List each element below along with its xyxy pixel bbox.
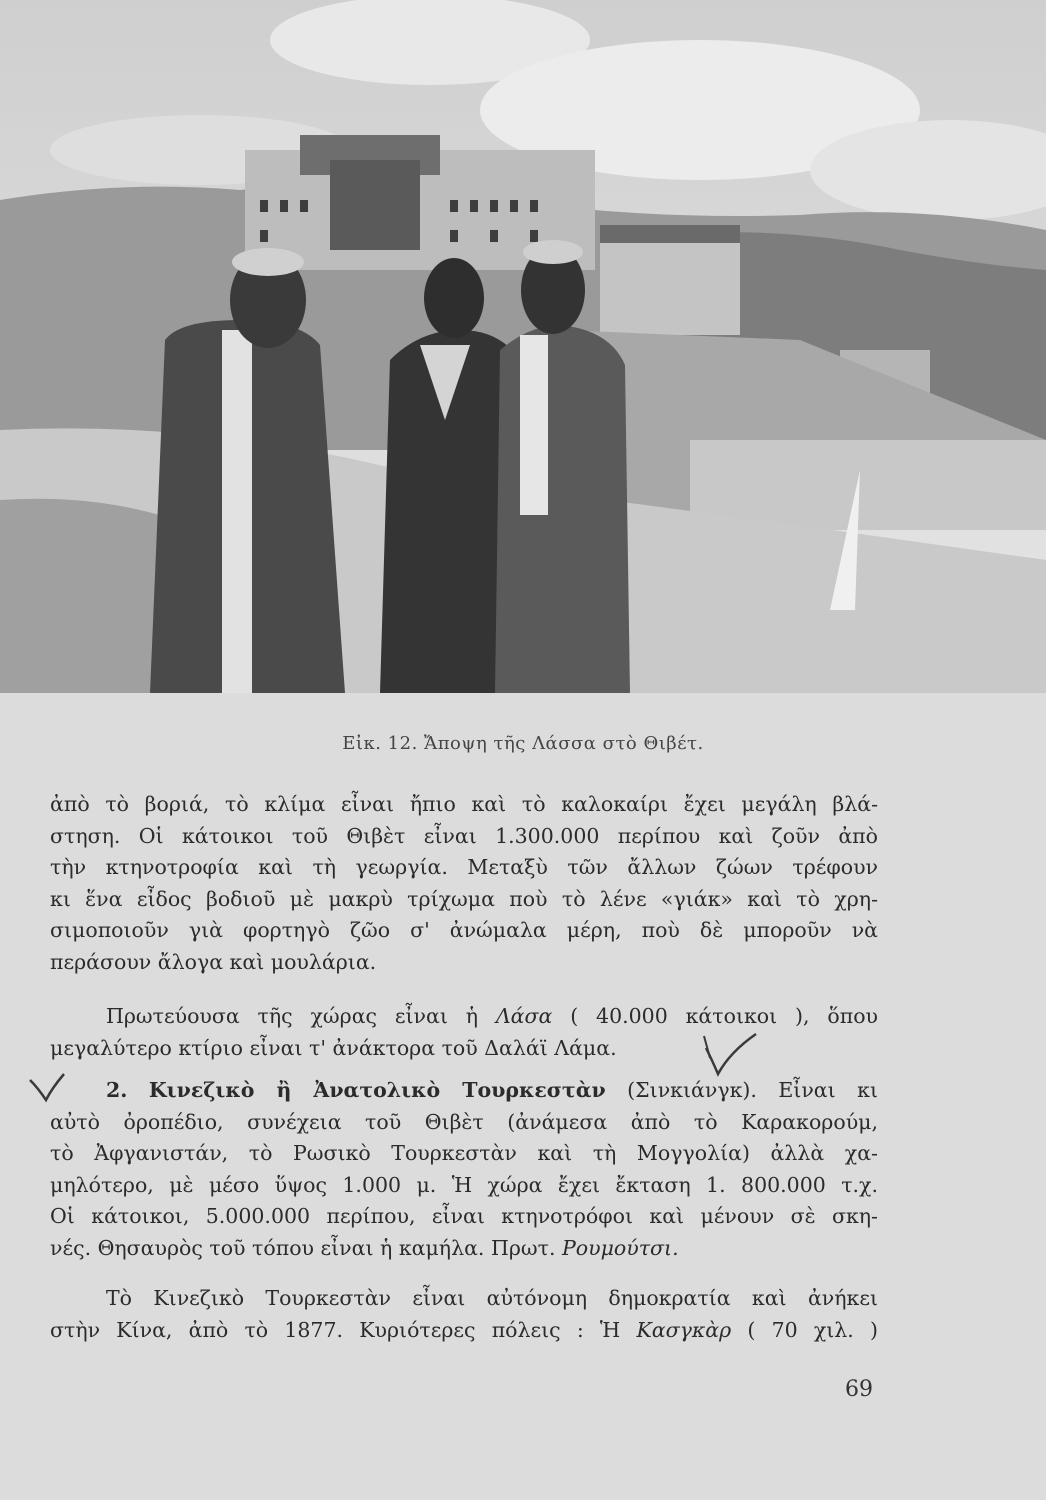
- city-name: Λάσα: [495, 1004, 553, 1028]
- lhasa-photograph: [0, 0, 1046, 693]
- text-line: περάσουν ἄλογα καὶ μουλάρια.: [50, 949, 377, 974]
- section-heading: Κινεζικὸ ἢ Ἀνατολικὸ Τουρκεστὰν: [148, 1078, 606, 1102]
- paragraph-autonomy: [50, 1283, 878, 1346]
- figure-caption: Εἰκ. 12. Ἄποψη τῆς Λάσσα στὸ Θιβέτ.: [342, 733, 704, 754]
- city-name: Κασγκὰρ: [636, 1317, 732, 1342]
- text-fragment: νές. Θησαυρὸς τοῦ τόπου εἶναι ἡ καμήλα. Πρωτ.: [50, 1235, 562, 1260]
- text-fragment: ( 40.000 κάτοικοι ), ὅπου: [552, 1004, 878, 1028]
- text-fragment: ( 70 χιλ. ): [731, 1317, 878, 1342]
- text-line: μεγαλύτερο κτίριο εἶναι τ' ἀνάκτορα τοῦ Δαλάϊ Λάμα.: [50, 1035, 617, 1060]
- text-line: μηλότερο, μὲ μέσο ὕψος 1.000 μ. Ἡ χώρα ἔχει ἔκταση 1. 800.000 τ.χ.: [50, 1172, 878, 1197]
- text-line: κι ἕνα εἶδος βοδιοῦ μὲ μακρὺ τρίχωμα ποὺ τὸ λένε «γιάκ» καὶ τὸ χρη-: [50, 886, 878, 911]
- text-fragment: Πρωτεύουσα τῆς χώρας εἶναι ἡ: [106, 1004, 496, 1028]
- page-number: 69: [845, 1377, 873, 1402]
- text-line: σιμοποιοῦν γιὰ φορτηγὸ ζῶο σ' ἀνώμαλα μέρη, ποὺ δὲ μποροῦν νὰ: [50, 918, 878, 942]
- text-line: [50, 1315, 878, 1347]
- city-name: Ρουμούτσι.: [561, 1235, 679, 1260]
- section-number: 2.: [106, 1078, 128, 1102]
- text-line: αὐτὸ ὀροπέδιο, συνέχεια τοῦ Θιβὲτ (ἀνάμεσα ἀπὸ τὸ Καρακορούμ,: [50, 1109, 878, 1134]
- text-line: ἀπὸ τὸ βοριά, τὸ κλίμα εἶναι ἤπιο καὶ τὸ καλοκαίρι ἔχει μεγάλη βλά-: [50, 792, 878, 816]
- text-line: τὴν κτηνοτροφία καὶ τὴ γεωργία. Μεταξὺ τῶν ἄλλων ζώων τρέφουν: [50, 855, 878, 879]
- section-chinese-turkestan: [50, 1075, 878, 1264]
- text-line: Οἱ κάτοικοι, 5.000.000 περίπου, εἶναι κτηνοτρόφοι καὶ μένουν σὲ σκη-: [50, 1204, 878, 1228]
- text-line: [50, 1233, 878, 1265]
- paragraph-climate: [50, 789, 878, 978]
- text-line: Τὸ Κινεζικὸ Τουρκεστὰν εἶναι αὐτόνομη δημοκρατία καὶ ἀνήκει: [106, 1286, 878, 1310]
- text-fragment: στὴν Κίνα, ἀπὸ τὸ 1877. Κυριότερες πόλεις : Ἡ: [50, 1317, 637, 1342]
- text-line: [50, 1001, 878, 1033]
- text-fragment: (Σινκιάνγκ). Εἶναι κι: [605, 1078, 878, 1102]
- text-line: τὸ Ἀφγανιστάν, τὸ Ρωσικὸ Τουρκεστὰν καὶ τὴ Μογγολία) ἀλλὰ χα-: [50, 1141, 878, 1165]
- text-line: στηση. Οἱ κάτοικοι τοῦ Θιβὲτ εἶναι 1.300.000 περίπου καὶ ζοῦν ἀπὸ: [50, 823, 878, 848]
- section-heading-line: [50, 1075, 878, 1107]
